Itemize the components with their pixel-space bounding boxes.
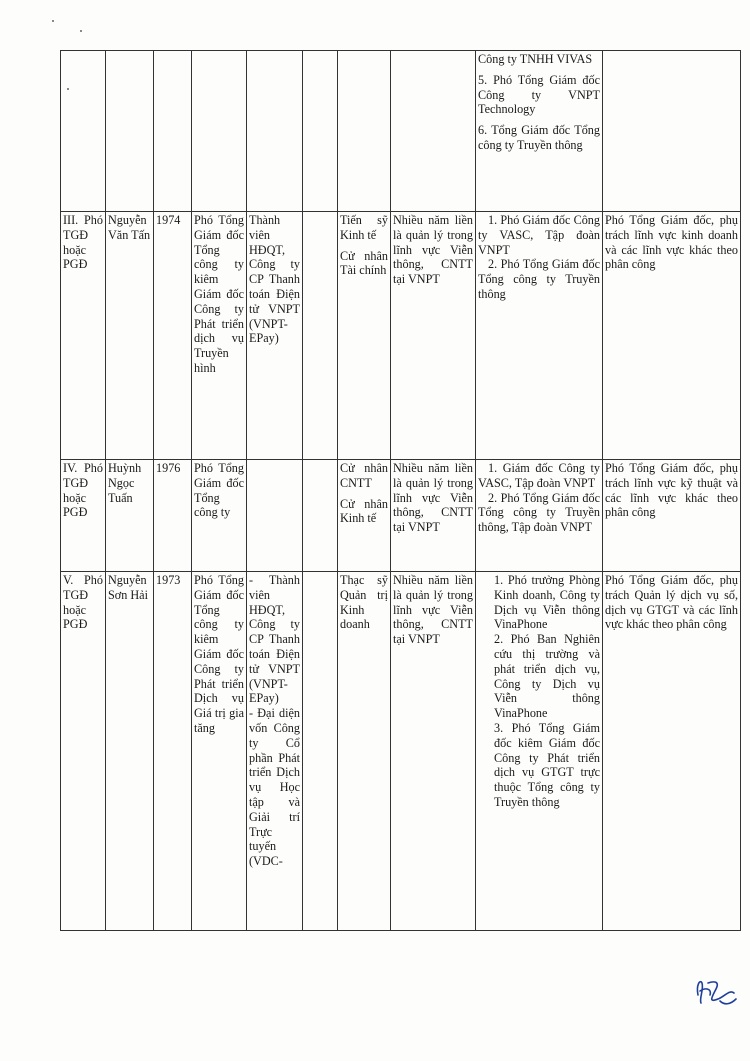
table-row bbox=[61, 212, 741, 460]
history-line: Công ty TNHH VIVAS bbox=[478, 52, 593, 66]
work-history-cell bbox=[476, 212, 603, 460]
scan-speck bbox=[52, 20, 54, 22]
experience-cell: Nhiều năm liền là quản lý trong lĩnh vực Viễn thông, CNTT tại VNPT bbox=[391, 212, 476, 460]
history-line: 6. Tổng Giám đốc Tổng công ty Truyền thông bbox=[478, 123, 600, 152]
experience-cell: Nhiều năm liền là quản lý trong lĩnh vực Viễn thông, CNTT tại VNPT bbox=[391, 460, 476, 572]
position-cell: IV. Phó TGĐ hoặc PGĐ bbox=[61, 460, 106, 572]
degree-cell bbox=[338, 51, 391, 212]
degree-cell bbox=[338, 572, 391, 931]
degree-line: Cử nhân Kinh tế bbox=[340, 496, 388, 526]
history-line: 1. Phó trưởng Phòng Kinh doanh, Công ty Dịch vụ Viễn thông VinaPhone bbox=[494, 573, 600, 632]
duties-cell: Phó Tổng Giám đốc, phụ trách Quản lý dịch vụ số, dịch vụ GTGT và các lĩnh vực khác theo phân công bbox=[603, 572, 741, 931]
duties-cell bbox=[603, 51, 741, 212]
name-cell: Nguyễn Văn Tấn bbox=[106, 212, 154, 460]
current-title-cell: Phó Tổng Giám đốc Tổng công ty kiêm Giám đốc Công ty Phát triển Dịch vụ Giá trị gia tăng bbox=[192, 572, 247, 931]
work-history-cell bbox=[476, 572, 603, 931]
personnel-table bbox=[60, 50, 741, 931]
empty-cell bbox=[303, 572, 338, 931]
current-title-cell bbox=[192, 51, 247, 212]
position-cell: III. Phó TGĐ hoặc PGĐ bbox=[61, 212, 106, 460]
other-roles-cell bbox=[247, 460, 303, 572]
history-line: 1. Giám đốc Công ty VASC, Tập đoàn VNPT bbox=[478, 461, 600, 490]
name-cell: Huỳnh Ngọc Tuấn bbox=[106, 460, 154, 572]
other-roles-cell: Thành viên HĐQT, Công ty CP Thanh toán Điện tử VNPT (VNPT-EPay) bbox=[247, 212, 303, 460]
current-title-cell: Phó Tổng Giám đốc Tổng công ty bbox=[192, 460, 247, 572]
name-cell bbox=[106, 51, 154, 212]
work-history-cell bbox=[476, 460, 603, 572]
history-line: 2. Phó Ban Nghiên cứu thị trường và phát triển dịch vụ, Công ty Dịch vụ Viễn thông VinaPhone bbox=[494, 632, 600, 721]
position-cell: V. Phó TGĐ hoặc PGĐ bbox=[61, 572, 106, 931]
empty-cell bbox=[303, 460, 338, 572]
history-line: 2. Phó Tổng Giám đốc Tổng công ty Truyền thông bbox=[478, 257, 600, 301]
duties-cell: Phó Tổng Giám đốc, phụ trách lĩnh vực kỹ thuật và các lĩnh vực khác theo phân công bbox=[603, 460, 741, 572]
experience-cell bbox=[391, 51, 476, 212]
degree-line: Thạc sỹ Quản trị Kinh doanh bbox=[340, 573, 388, 632]
degree-line: Cử nhân Tài chính bbox=[340, 248, 388, 278]
table-row bbox=[61, 460, 741, 572]
position-cell bbox=[61, 51, 106, 212]
degree-line: Tiến sỹ Kinh tế bbox=[340, 213, 388, 242]
name-cell: Nguyễn Sơn Hải bbox=[106, 572, 154, 931]
current-title-cell: Phó Tổng Giám đốc Tổng công ty kiêm Giám đốc Công ty Phát triển dịch vụ Truyền hình bbox=[192, 212, 247, 460]
experience-cell: Nhiều năm liền là quản lý trong lĩnh vực Viễn thông, CNTT tại VNPT bbox=[391, 572, 476, 931]
empty-cell bbox=[303, 212, 338, 460]
history-line: 3. Phó Tổng Giám đốc kiêm Giám đốc Công ty Phát triển dịch vụ GTGT trực thuộc Tổng công ty Truyền thông bbox=[494, 720, 600, 809]
degree-cell bbox=[338, 212, 391, 460]
history-line: 1. Phó Giám đốc Công ty VASC, Tập đoàn VNPT bbox=[478, 213, 600, 257]
birth-year-cell: 1976 bbox=[154, 460, 192, 572]
other-roles-cell bbox=[247, 51, 303, 212]
scan-speck bbox=[80, 30, 82, 32]
table-row bbox=[61, 51, 741, 212]
handwritten-initials-signature bbox=[690, 975, 740, 1009]
empty-cell bbox=[303, 51, 338, 212]
degree-line: Cử nhân CNTT bbox=[340, 461, 388, 490]
table-row bbox=[61, 572, 741, 931]
birth-year-cell bbox=[154, 51, 192, 212]
birth-year-cell: 1973 bbox=[154, 572, 192, 931]
history-line: 2. Phó Tổng Giám đốc Tổng công ty Truyền thông, Tập đoàn VNPT bbox=[478, 490, 600, 535]
duties-cell: Phó Tổng Giám đốc, phụ trách lĩnh vực kinh doanh và các lĩnh vực khác theo phân công bbox=[603, 212, 741, 460]
birth-year-cell: 1974 bbox=[154, 212, 192, 460]
other-roles-cell bbox=[247, 572, 303, 931]
history-line: 5. Phó Tổng Giám đốc Công ty VNPT Technology bbox=[478, 72, 600, 117]
other-role-line: - Thành viên HĐQT, Công ty CP Thanh toán Điện tử VNPT (VNPT-EPay) bbox=[249, 573, 300, 706]
work-history-cell bbox=[476, 51, 603, 212]
other-role-line: - Đại diện vốn Công ty Cổ phần Phát triển Dịch vụ Học tập và Giải trí Trực tuyến (VDC- bbox=[249, 706, 300, 869]
degree-cell bbox=[338, 460, 391, 572]
